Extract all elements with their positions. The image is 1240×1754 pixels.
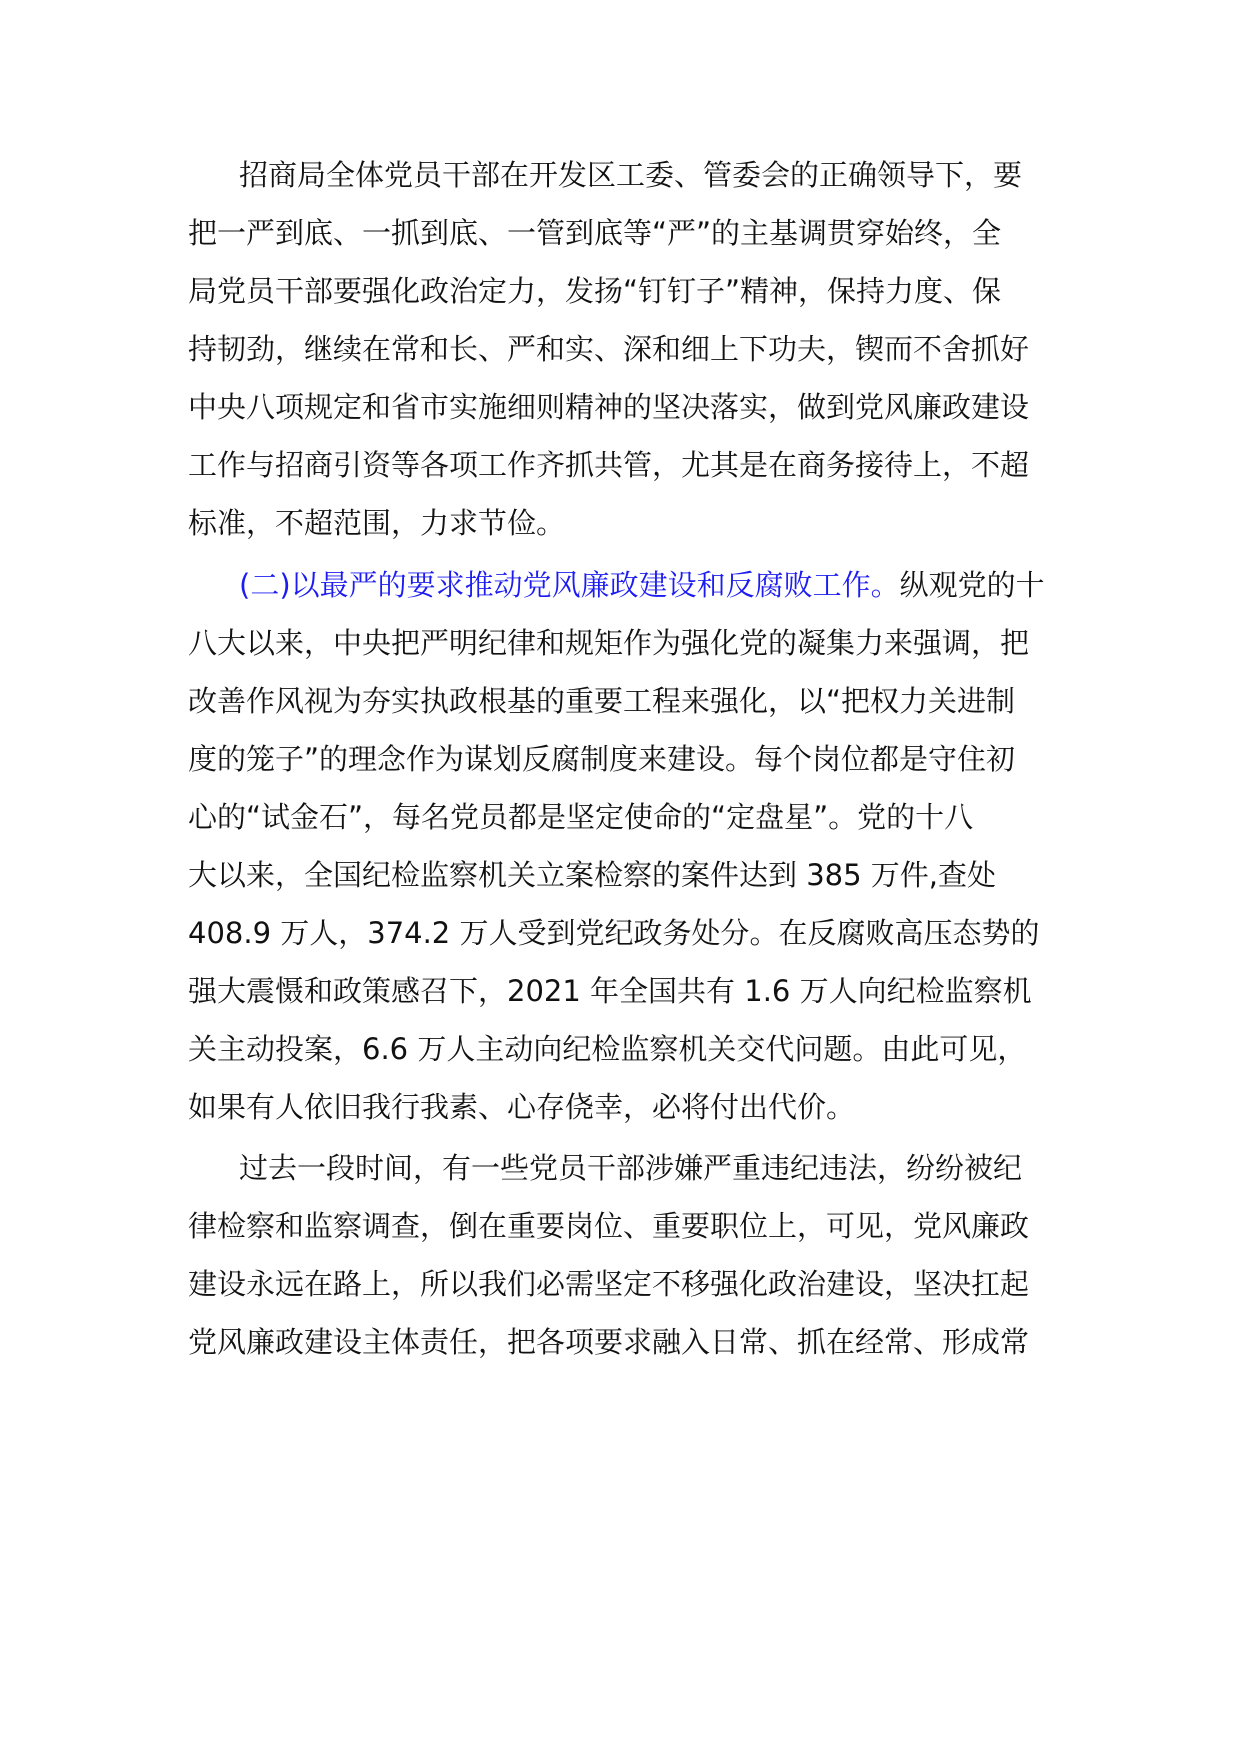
paragraph-line: 党风廉政建设主体责任，把各项要求融入日常、抓在经常、形成常	[188, 1325, 1030, 1359]
paragraph-line: 关主动投案，6.6 万人主动向纪检监察机关交代问题。由此可见，	[188, 1032, 1027, 1066]
paragraph-line: 持韧劲，继续在常和长、严和实、深和细上下功夫，锲而不舍抓好	[188, 332, 1030, 366]
paragraph-line: 心的“试金石”，每名党员都是坚定使命的“定盘星”。党的十八	[188, 800, 974, 834]
paragraph-2	[188, 565, 1048, 1145]
paragraph-3	[188, 1148, 1048, 1378]
paragraph-line: 标准，不超范围，力求节俭。	[188, 506, 566, 540]
paragraph-line-text: 纵观党的十	[899, 568, 1045, 602]
paragraph-line: 局党员干部要强化政治定力，发扬“钉钉子”精神，保持力度、保	[188, 274, 1002, 308]
paragraph-line: 招商局全体党员干部在开发区工委、管委会的正确领导下，要	[239, 158, 1023, 192]
paragraph-line: 408.9 万人，374.2 万人受到党纪政务处分。在反腐败高压态势的	[188, 916, 1040, 950]
paragraph-line: 度的笼子”的理念作为谋划反腐制度来建设。每个岗位都是守住初	[188, 742, 1016, 776]
paragraph-1	[188, 155, 1048, 555]
paragraph-line: 大以来，全国纪检监察机关立案检察的案件达到 385 万件,查处	[188, 858, 997, 892]
paragraph-line: 中央八项规定和省市实施细则精神的坚决落实，做到党风廉政建设	[188, 390, 1030, 424]
paragraph-line: 把一严到底、一抓到底、一管到底等“严”的主基调贯穿始终，全	[188, 216, 1002, 250]
paragraph-line: 如果有人依旧我行我素、心存侥幸，必将付出代价。	[188, 1090, 856, 1124]
paragraph-first-line	[239, 565, 1045, 605]
paragraph-line: 建设永远在路上，所以我们必需坚定不移强化政治建设，坚决扛起	[188, 1267, 1030, 1301]
paragraph-line: 八大以来，中央把严明纪律和规矩作为强化党的凝集力来强调，把	[188, 626, 1030, 660]
paragraph-line: 改善作风视为夯实执政根基的重要工程来强化，以“把权力关进制	[188, 684, 1016, 718]
paragraph-line: 工作与招商引资等各项工作齐抓共管，尤其是在商务接待上，不超	[188, 448, 1030, 482]
paragraph-line: 强大震慑和政策感召下，2021 年全国共有 1.6 万人向纪检监察机	[188, 974, 1032, 1008]
section-heading: (二)以最严的要求推动党风廉政建设和反腐败工作。	[239, 568, 900, 602]
paragraph-line: 律检察和监察调查，倒在重要岗位、重要职位上，可见，党风廉政	[188, 1209, 1030, 1243]
paragraph-line: 过去一段时间，有一些党员干部涉嫌严重违纪违法，纷纷被纪	[239, 1151, 1023, 1185]
